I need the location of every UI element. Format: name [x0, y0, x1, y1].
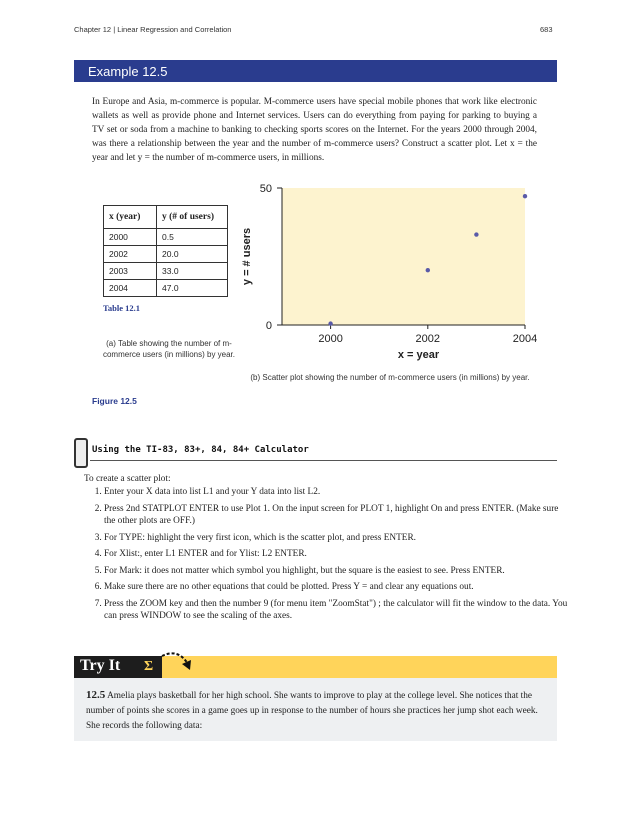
table-cell: 2002 — [104, 246, 157, 263]
caption-a: (a) Table showing the number of m-commerce users (in millions) by year. — [102, 339, 236, 359]
table-cell: 2004 — [104, 280, 157, 297]
calculator-intro: To create a scatter plot: — [84, 474, 171, 484]
table-row — [104, 246, 228, 263]
data-point — [523, 194, 527, 198]
list-item: 2. Press 2nd STATPLOT ENTER to use Plot 1. On the input screen for PLOT 1, highlight On and press ENTER. (Make sure the other plots are OFF.) — [104, 503, 569, 528]
try-it-number: 12.5 — [86, 689, 106, 701]
scatter-plot — [230, 170, 550, 370]
table-row — [104, 263, 228, 280]
table-cell: 47.0 — [157, 280, 228, 297]
list-item: 6. Make sure there are no other equations that could be plotted. Press Y = and clear any equations out. — [104, 581, 569, 594]
table-header-x: x (year) — [104, 206, 157, 229]
list-item: 3. For TYPE: highlight the very first icon, which is the scatter plot, and press ENTER. — [104, 532, 569, 545]
table-row — [104, 280, 228, 297]
section-divider — [90, 460, 557, 461]
calculator-steps — [84, 486, 569, 627]
table-caption: Table 12.1 — [103, 303, 141, 313]
try-it-text: Amelia plays basketball for her high school. She wants to improve to play at the college level. She notices that the number of points she scores in a game goes up in response to the number of hours she practices her jump shot each week. She records the following data: — [86, 691, 538, 731]
table-cell: 2000 — [104, 229, 157, 246]
data-point — [426, 268, 430, 272]
list-item: 1. Enter your X data into list L1 and your Y data into list L2. — [104, 486, 569, 499]
arrow-icon — [158, 648, 198, 678]
y-axis-label: y = # users — [241, 227, 253, 286]
example-title: Example 12.5 — [88, 64, 168, 79]
sigma-icon: Σ — [144, 659, 154, 674]
x-tick-label: 2002 — [415, 333, 441, 345]
page-number: 683 — [540, 25, 553, 34]
plot-area — [282, 188, 525, 325]
data-point — [328, 321, 332, 325]
table-cell: 33.0 — [157, 263, 228, 280]
table-header-row — [104, 206, 228, 229]
chapter-header: Chapter 12 | Linear Regression and Correlation — [74, 25, 232, 34]
users-table — [103, 205, 228, 297]
y-tick-label: 0 — [265, 320, 272, 332]
calculator-title: Using the TI-83, 83+, 84, 84+ Calculator — [92, 445, 309, 455]
table-row — [104, 229, 228, 246]
caption-b: (b) Scatter plot showing the number of m-commerce users (in millions) by year. — [250, 373, 530, 382]
table-cell: 0.5 — [157, 229, 228, 246]
list-item: 7. Press the ZOOM key and then the number 9 (for menu item "ZoomStat") ; the calculator will fit the window to the data. You can press WINDOW to see the scaling of the axes. — [104, 598, 569, 623]
x-axis-label: x = year — [397, 349, 440, 361]
x-tick-label: 2004 — [512, 333, 538, 345]
list-item: 4. For Xlist:, enter L1 ENTER and for Ylist: L2 ENTER. — [104, 548, 569, 561]
y-tick-label: 50 — [259, 183, 272, 195]
data-point — [474, 232, 478, 236]
table-cell: 2003 — [104, 263, 157, 280]
figure-caption: Figure 12.5 — [92, 396, 137, 406]
table-cell: 20.0 — [157, 246, 228, 263]
calculator-icon — [74, 438, 88, 468]
try-it-label: Try It — [80, 657, 121, 674]
table-header-y: y (# of users) — [157, 206, 228, 229]
x-tick-label: 2000 — [318, 333, 343, 345]
list-item: 5. For Mark: it does not matter which symbol you highlight, but the square is the easiest to see. Press ENTER. — [104, 565, 569, 578]
example-intro: In Europe and Asia, m-commerce is popular. M-commerce users have special mobile phones that work like electronic wallets as well as provide phone and Internet services. Users can do everything from paying for parking to buying a TV set or soda from a machine to banking to checking sports scores on the Internet. For the years 2000 through 2004, was there a relationship between the year and the number of m-commerce users? Construct a scatter plot. Let x = the year and let y = the number of m-commerce users, in millions. — [92, 97, 537, 163]
try-it-body — [86, 688, 548, 734]
